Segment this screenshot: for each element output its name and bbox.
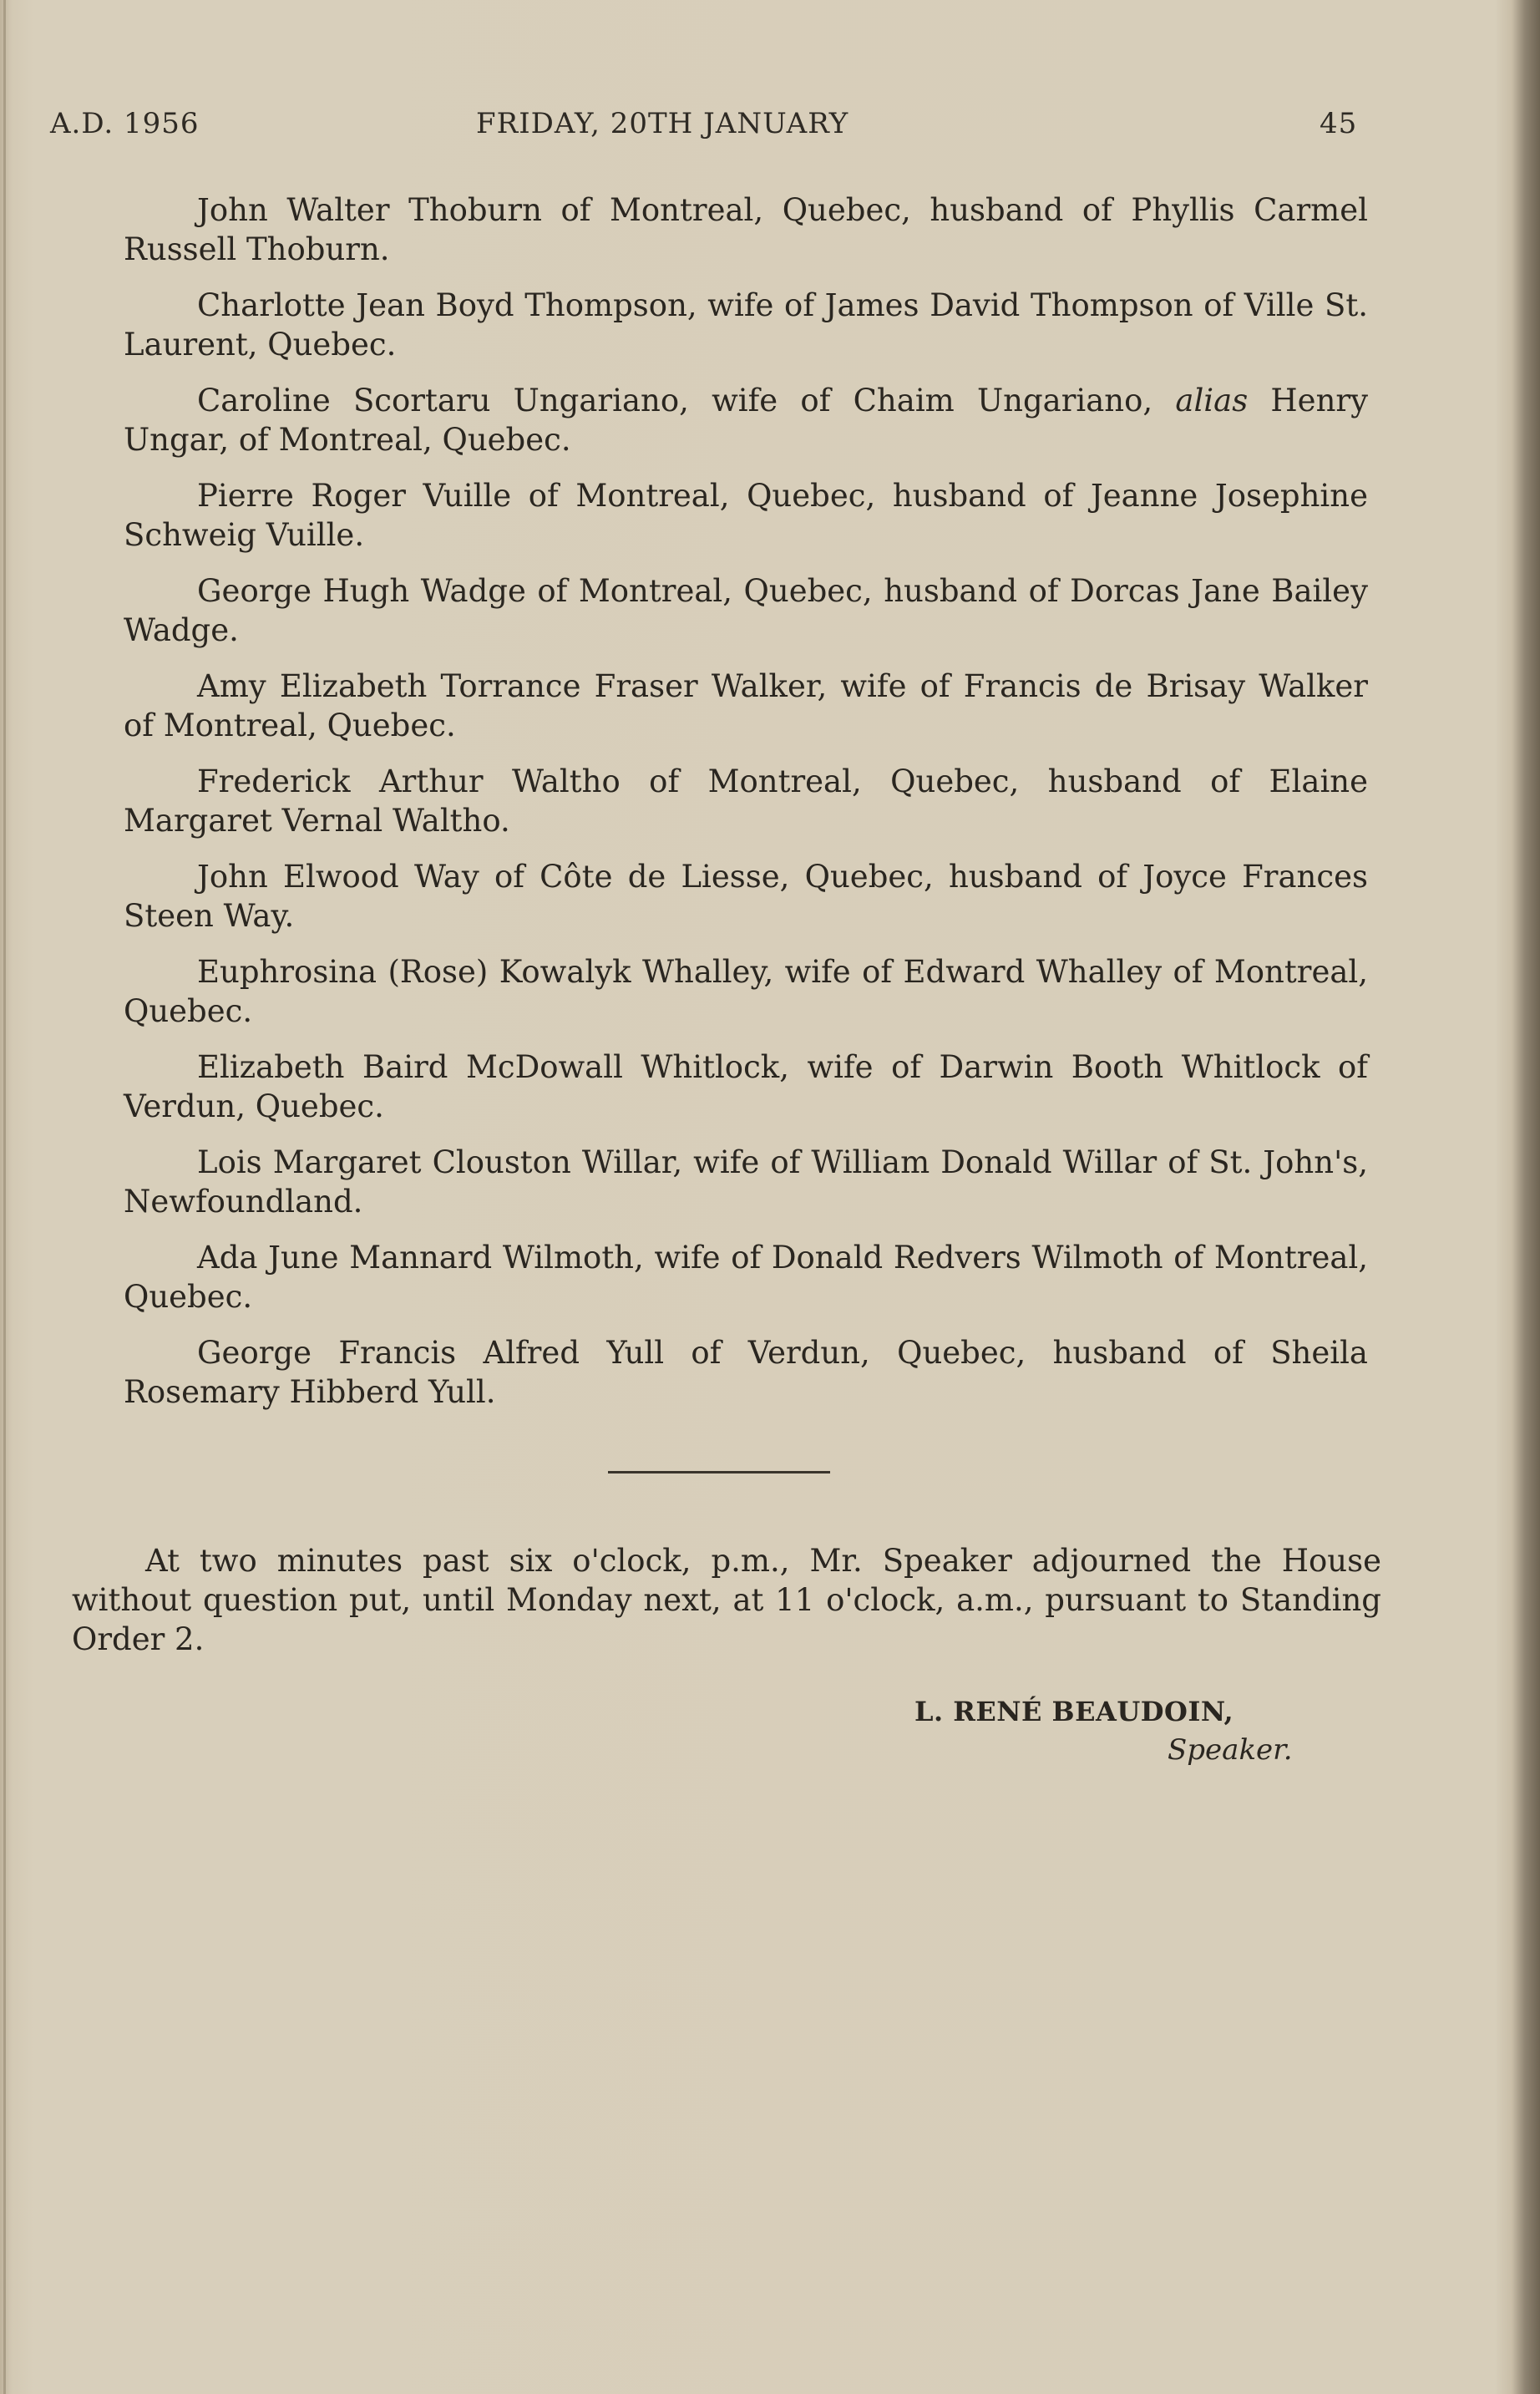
- entry-list: [124, 190, 1368, 1428]
- page-header: [50, 107, 1358, 149]
- list-item: Pierre Roger Vuille of Montreal, Quebec, husband of Jeanne Josephine Schweig Vuille.: [124, 478, 1368, 553]
- list-item: George Hugh Wadge of Montreal, Quebec, husband of Dorcas Jane Bailey Wadge.: [124, 573, 1368, 648]
- page-edge: [3, 0, 6, 2394]
- list-item: Ada June Mannard Wilmoth, wife of Donald Redvers Wilmoth of Montreal, Quebec.: [124, 1240, 1368, 1315]
- adjournment-paragraph: At two minutes past six o'clock, p.m., Mr. Speaker adjourned the House without question put, until Monday next, at 11 o'clock, a.m., pursuant to Standing Order 2.: [72, 1543, 1381, 1657]
- entry-text: Henry Ungar, of Montreal, Quebec.: [124, 383, 1368, 458]
- header-year: A.D. 1956: [50, 107, 200, 140]
- list-item: John Walter Thoburn of Montreal, Quebec, husband of Phyllis Carmel Russell Thoburn.: [124, 192, 1368, 267]
- signature-name: L. RENÉ BEAUDOIN,: [914, 1696, 1234, 1727]
- list-item: John Elwood Way of Côte de Liesse, Quebec, husband of Joyce Frances Steen Way.: [124, 859, 1368, 934]
- header-date: FRIDAY, 20TH JANUARY: [476, 107, 849, 140]
- section-divider: [608, 1471, 830, 1473]
- list-item: George Francis Alfred Yull of Verdun, Quebec, husband of Sheila Rosemary Hibberd Yull.: [124, 1335, 1368, 1410]
- list-item: Charlotte Jean Boyd Thompson, wife of James David Thompson of Ville St. Laurent, Quebec.: [124, 287, 1368, 363]
- list-item: Lois Margaret Clouston Willar, wife of William Donald Willar of St. John's, Newfoundland.: [124, 1144, 1368, 1220]
- list-item: Elizabeth Baird McDowall Whitlock, wife of Darwin Booth Whitlock of Verdun, Quebec.: [124, 1049, 1368, 1124]
- page-number: 45: [1320, 107, 1358, 140]
- list-item: Euphrosina (Rose) Kowalyk Whalley, wife of Edward Whalley of Montreal, Quebec.: [124, 954, 1368, 1029]
- signature-title: Speaker.: [1168, 1733, 1293, 1767]
- list-item: Amy Elizabeth Torrance Fraser Walker, wife of Francis de Brisay Walker of Montreal, Quebec.: [124, 668, 1368, 743]
- entry-italic-text: alias: [1175, 383, 1249, 418]
- entry-text: Caroline Scortaru Ungariano, wife of Chaim Ungariano,: [197, 383, 1176, 418]
- list-item: Frederick Arthur Waltho of Montreal, Quebec, husband of Elaine Margaret Vernal Waltho.: [124, 763, 1368, 839]
- list-item: [124, 381, 1368, 459]
